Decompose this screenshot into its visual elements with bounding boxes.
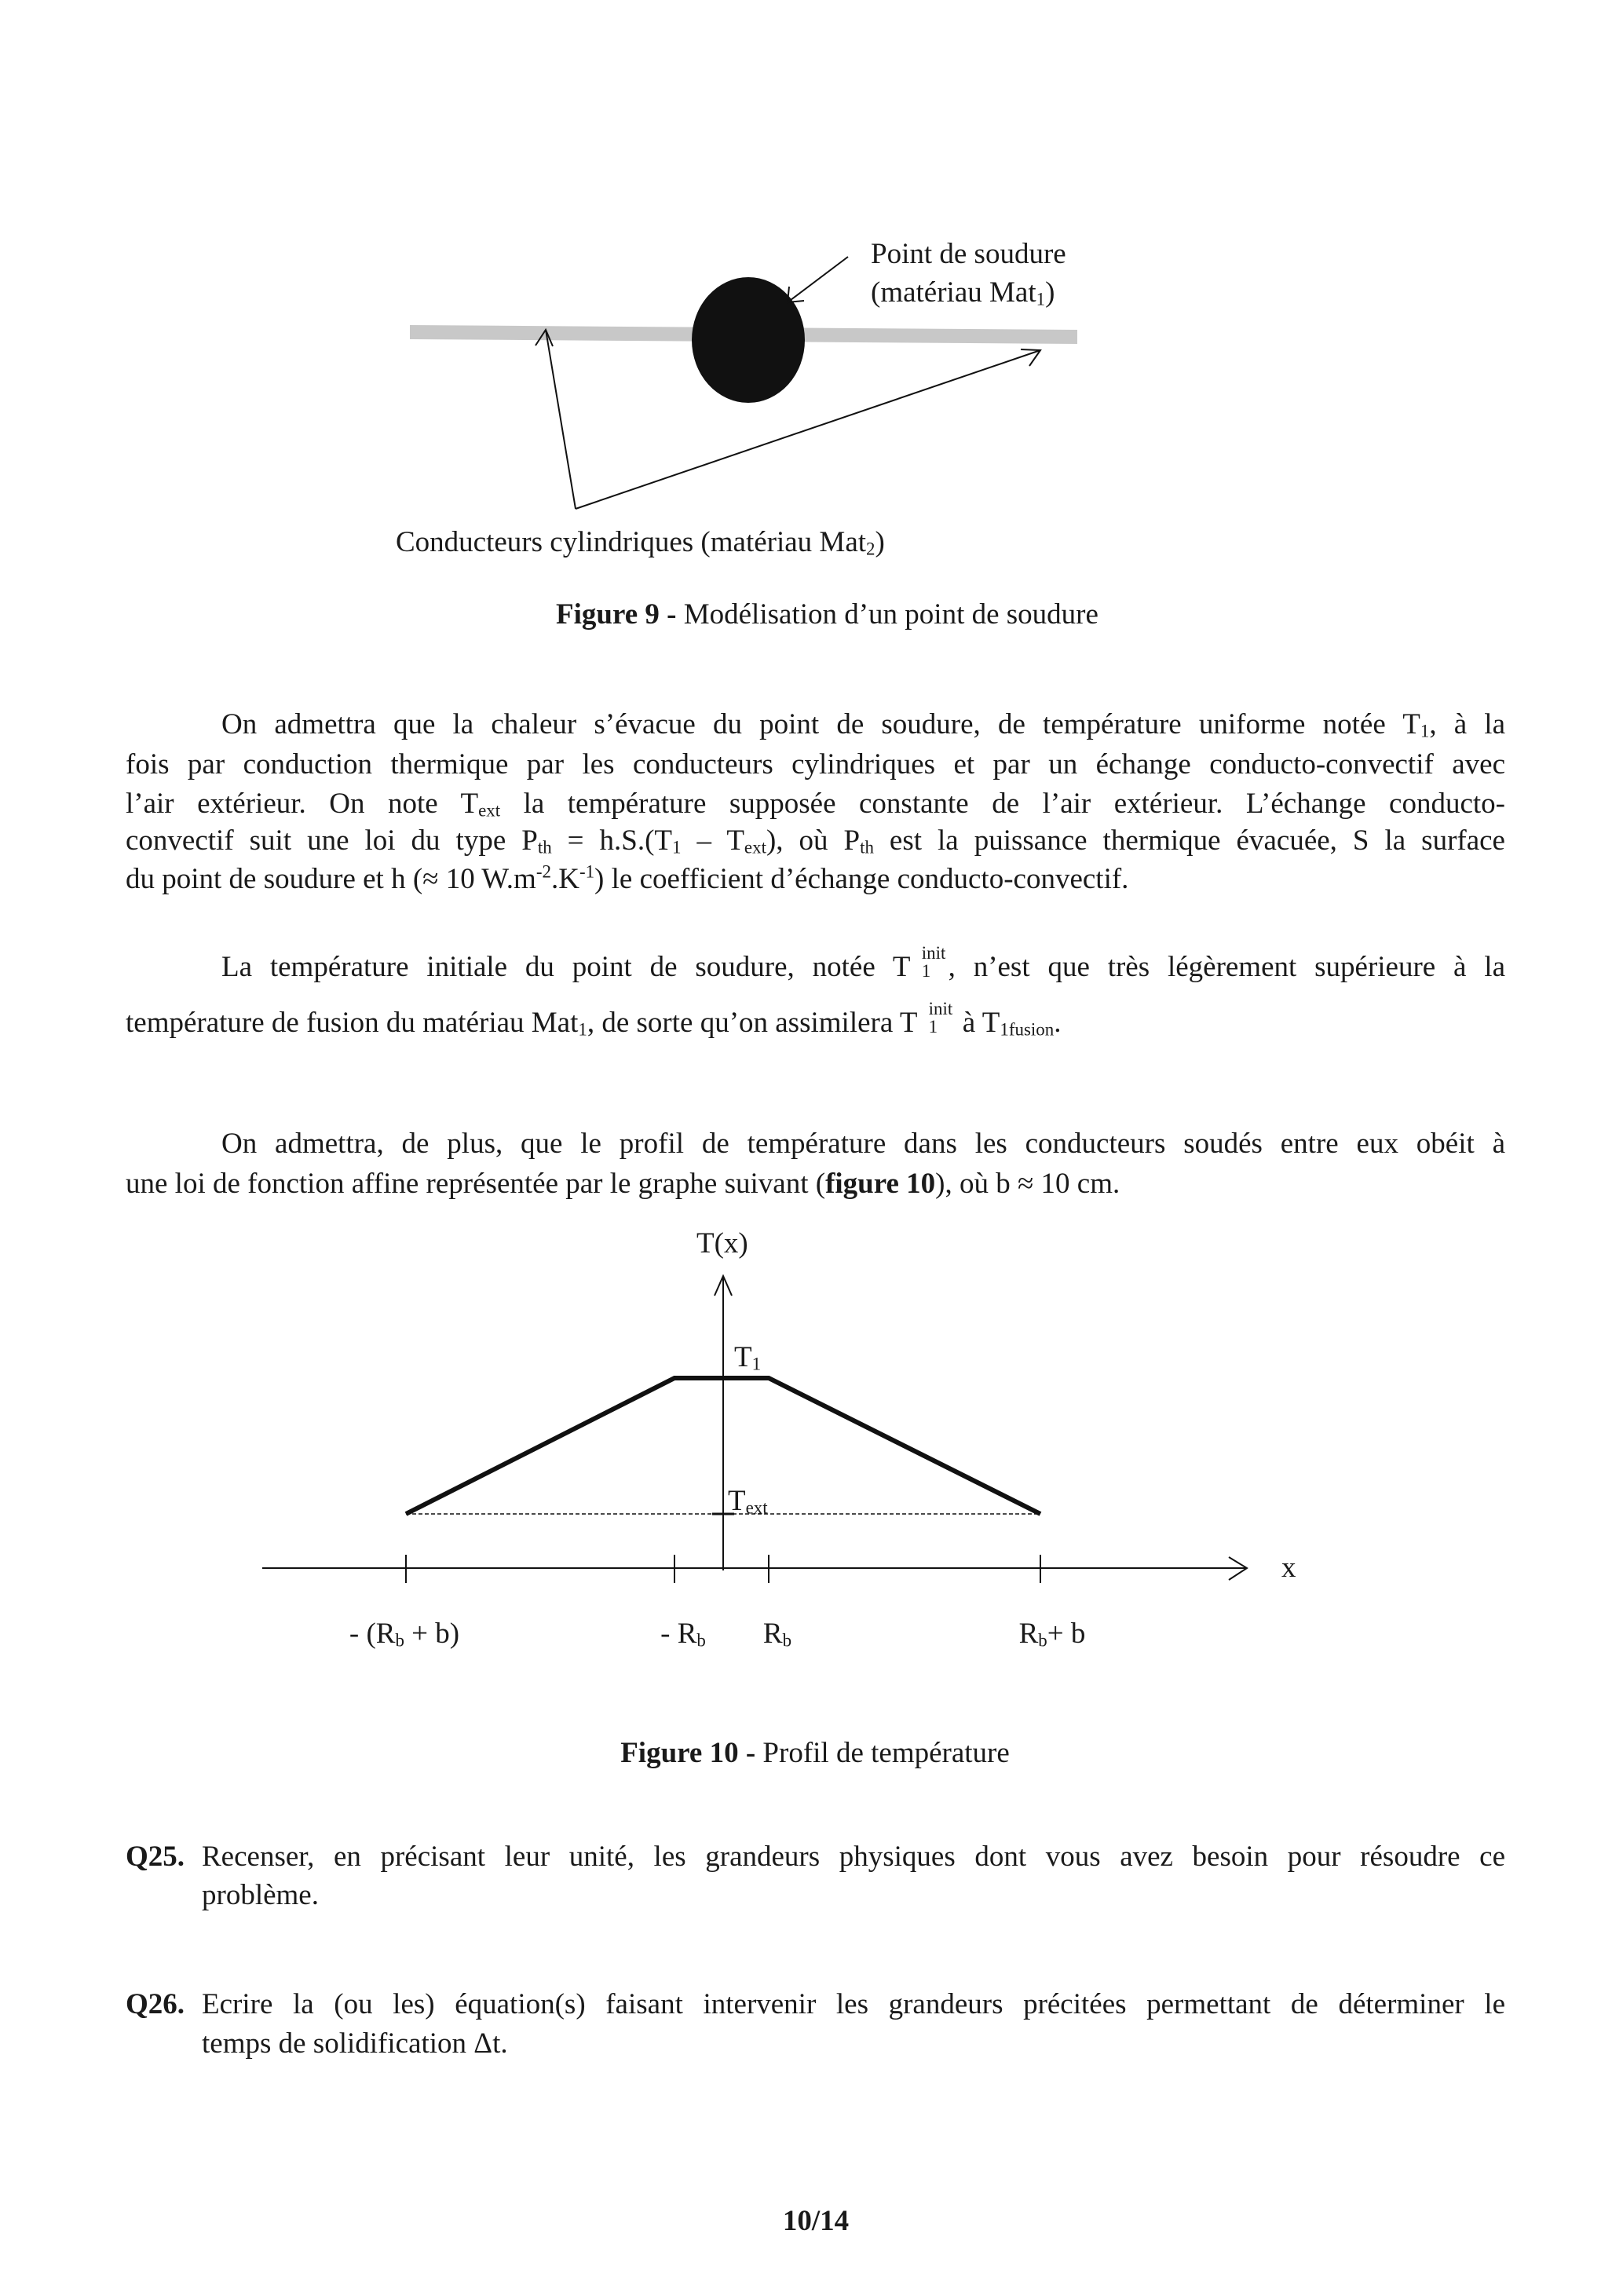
x-axis-label: x bbox=[1281, 1552, 1296, 1584]
text-segment: température de fusion du matériau Mat bbox=[126, 1007, 579, 1039]
text-segment: est la puissance thermique évacuée, S la surface bbox=[873, 824, 1505, 857]
stacked-index: 1 bbox=[921, 960, 931, 981]
text-segment: – T bbox=[681, 824, 744, 857]
text-segment: ext bbox=[478, 800, 501, 821]
text-segment: , à la bbox=[1429, 708, 1506, 740]
text-segment: 1 bbox=[578, 1019, 587, 1040]
text-segment: ), où P bbox=[766, 824, 861, 857]
text-segment: une loi de fonction affine représentée par le graphe suivant ( bbox=[126, 1168, 826, 1200]
text-segment: ), où b ≈ 10 cm. bbox=[935, 1168, 1120, 1200]
tick-label-rb-b: $R_b+ b$ bbox=[1018, 1618, 1086, 1651]
text-segment: la température supposée constante de l’air extérieur. L’échange conducto- bbox=[500, 788, 1505, 820]
tick-label-rb: $R_b$ bbox=[762, 1618, 792, 1651]
text-label: $T_{ext}$ bbox=[728, 1485, 768, 1518]
question-q25-line: Recenser, en précisant leur unité, les grandeurs physiques dont vous avez besoin pour résoudre ce bbox=[202, 1841, 1505, 1873]
question-q25-line: problème. bbox=[202, 1879, 319, 1911]
weld-label: Point de soudure bbox=[871, 238, 1066, 270]
weld-material-label: (matériau Mat$_1$) bbox=[871, 276, 1055, 309]
question-q26-number: Q26. bbox=[126, 1988, 185, 2020]
text-segment: 1 bbox=[672, 837, 682, 857]
stacked-index: 1 bbox=[928, 1016, 938, 1036]
y-axis-label: T(x) bbox=[696, 1227, 748, 1260]
text-segment: convectif suit une loi du type P bbox=[126, 824, 538, 857]
t1-label: $T_1$ bbox=[734, 1341, 762, 1374]
text-segment: th bbox=[860, 837, 874, 857]
text-segment: . bbox=[1054, 1007, 1062, 1039]
figure-9-caption: Figure 9 - Modélisation d’un point de soudure bbox=[556, 598, 1098, 631]
text-segment: , n’est que très légèrement supérieure à la bbox=[948, 951, 1505, 983]
text-segment: = h.S.(T bbox=[551, 824, 673, 857]
text-segment: , de sorte qu’on assimilera T bbox=[587, 1007, 918, 1039]
text-segment: du point de soudure et h (≈ 10 W.m bbox=[126, 863, 536, 895]
text-segment: On admettra, de plus, que le profil de température dans les conducteurs soudés entre eux obéit à bbox=[221, 1128, 1505, 1160]
text-segment: .K bbox=[550, 863, 579, 895]
question-q26-line: Ecrire la (ou les) équation(s) faisant intervenir les grandeurs précitées permettant de déterminer le bbox=[202, 1988, 1505, 2020]
text-segment: à T bbox=[955, 1007, 1000, 1039]
tick-label-neg-rb: - $R_b$ bbox=[660, 1618, 706, 1651]
text-segment: On admettra que la chaleur s’évacue du point de soudure, de température uniforme notée T bbox=[221, 708, 1420, 740]
stacked-index: init bbox=[928, 998, 953, 1018]
text-segment: ) le coefficient d’échange conducto-convectif. bbox=[594, 863, 1129, 895]
question-q26-line: temps de solidification Δt. bbox=[202, 2027, 508, 2060]
text-segment: figure 10 bbox=[825, 1168, 936, 1200]
text-segment: fois par conduction thermique par les conducteurs cylindriques et par un échange conducto-convectif avec bbox=[126, 748, 1505, 781]
text-segment: 1 bbox=[1420, 721, 1430, 741]
text-segment: La température initiale du point de soudure, notée T bbox=[221, 951, 911, 983]
text-segment: 1fusion bbox=[1000, 1019, 1055, 1040]
text-segment: th bbox=[537, 837, 552, 857]
stacked-index: init bbox=[921, 942, 946, 963]
text-segment: ext bbox=[744, 837, 766, 857]
tick-label-neg-rb-b: - $(R_b + b)$ bbox=[349, 1618, 460, 1651]
conductors-label: Conducteurs cylindriques (matériau Mat$_2$) bbox=[396, 526, 885, 559]
figure-10-caption: Figure 10 - Profil de température bbox=[620, 1737, 1010, 1769]
text-segment: -1 bbox=[579, 861, 595, 882]
page-number: 10/14 bbox=[782, 2205, 850, 2237]
text-segment: -2 bbox=[536, 861, 551, 882]
question-q25-number: Q25. bbox=[126, 1841, 185, 1873]
text-segment: l’air extérieur. On note T bbox=[126, 788, 479, 820]
